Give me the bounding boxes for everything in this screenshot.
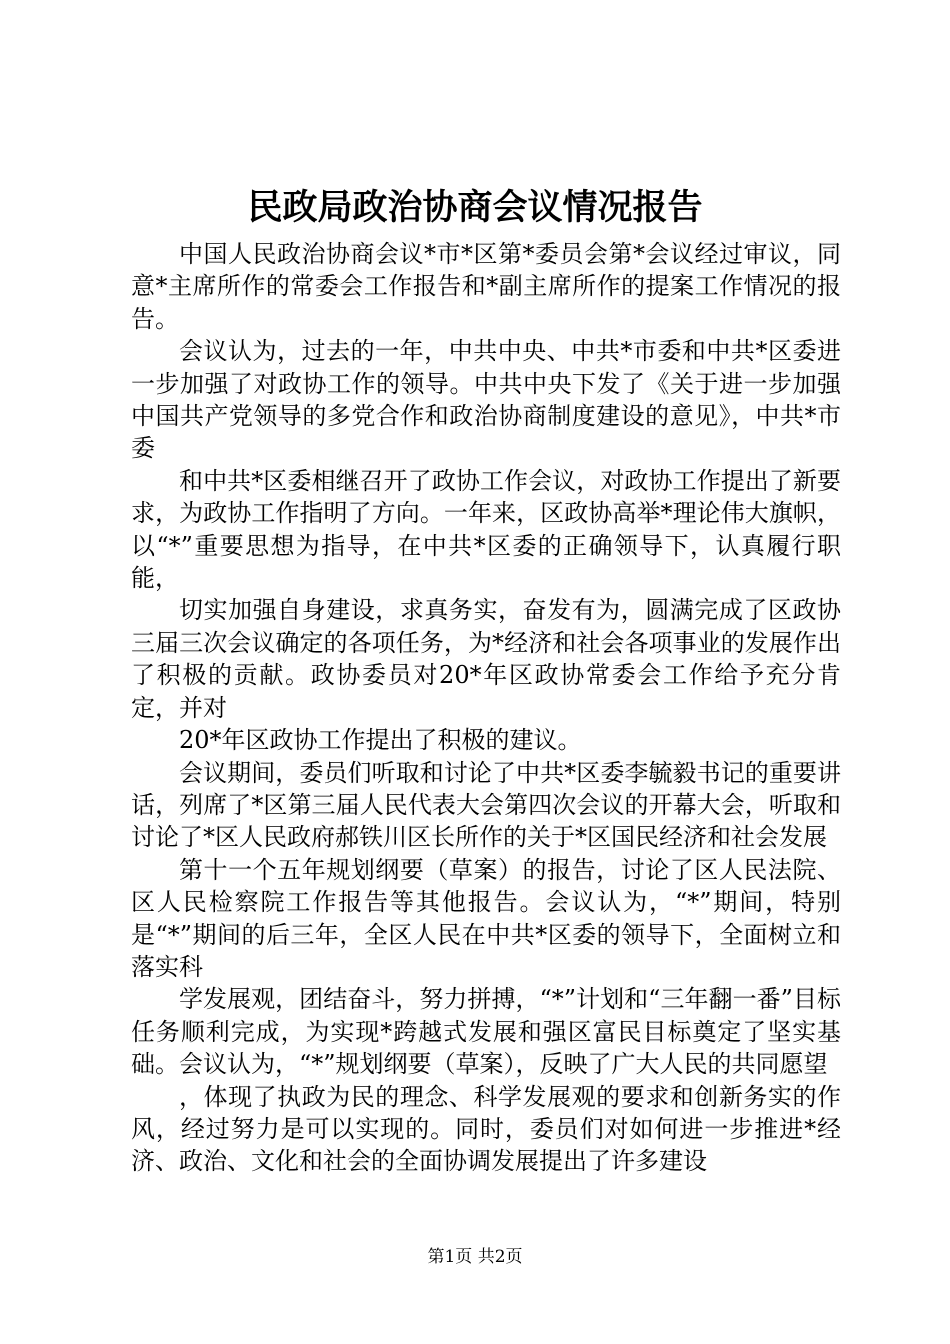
paragraph-6: 会议期间，委员们听取和讨论了中共*区委李毓毅书记的重要讲话，列席了*区第三届人民代表大会第四次会议的开幕大会，听取和讨论了*区人民政府郝铁川区长所作的关于*区国民经济和社会发展 (131, 758, 841, 852)
paragraph-4: 切实加强自身建设，求真务实，奋发有为，圆满完成了区政协三届三次会议确定的各项任务，为*经济和社会各项事业的发展作出了积极的贡献。政协委员对20*年区政协常委会工作给予充分肯定，并对 (131, 596, 841, 722)
document-title: 民政局政治协商会议情况报告 (247, 187, 703, 228)
paragraph-5: 20*年区政协工作提出了积极的建议。 (179, 726, 582, 755)
paragraph-8: 学发展观，团结奋斗，努力拼搏，“*”计划和“三年翻一番”目标任务顺利完成，为实现*跨越式发展和强区富民目标奠定了坚实基础。会议认为，“*”规划纲要（草案），反映了广大人民的共同愿望 (131, 985, 841, 1079)
paragraph-1: 中国人民政治协商会议*市*区第*委员会第*会议经过审议，同意*主席所作的常委会工作报告和*副主席所作的提案工作情况的报告。 (131, 240, 841, 333)
paragraph-2: 会议认为，过去的一年，中共中央、中共*市委和中共*区委进一步加强了对政协工作的领导。中共中央下发了《关于进一步加强中国共产党领导的多党合作和政治协商制度建设的意见》，中共*市委 (131, 337, 841, 463)
paragraph-3: 和中共*区委相继召开了政协工作会议，对政协工作提出了新要求，为政协工作指明了方向。一年来，区政协高举*理论伟大旗帜，以“*”重要思想为指导，在中共*区委的正确领导下，认真履行职能， (131, 466, 841, 593)
paragraph-7: 第十一个五年规划纲要（草案）的报告，讨论了区人民法院、区人民检察院工作报告等其他报告。会议认为，“*”期间，特别是“*”期间的后三年，全区人民在中共*区委的领导下，全面树立和落实科 (131, 855, 841, 981)
document-body (131, 238, 841, 1178)
page-footer: 第1页 共2页 (427, 1247, 523, 1267)
paragraph-9: ，体现了执政为民的理念、科学发展观的要求和创新务实的作风，经过努力是可以实现的。同时，委员们对如何进一步推进*经济、政治、文化和社会的全面协调发展提出了许多建设 (131, 1082, 841, 1176)
